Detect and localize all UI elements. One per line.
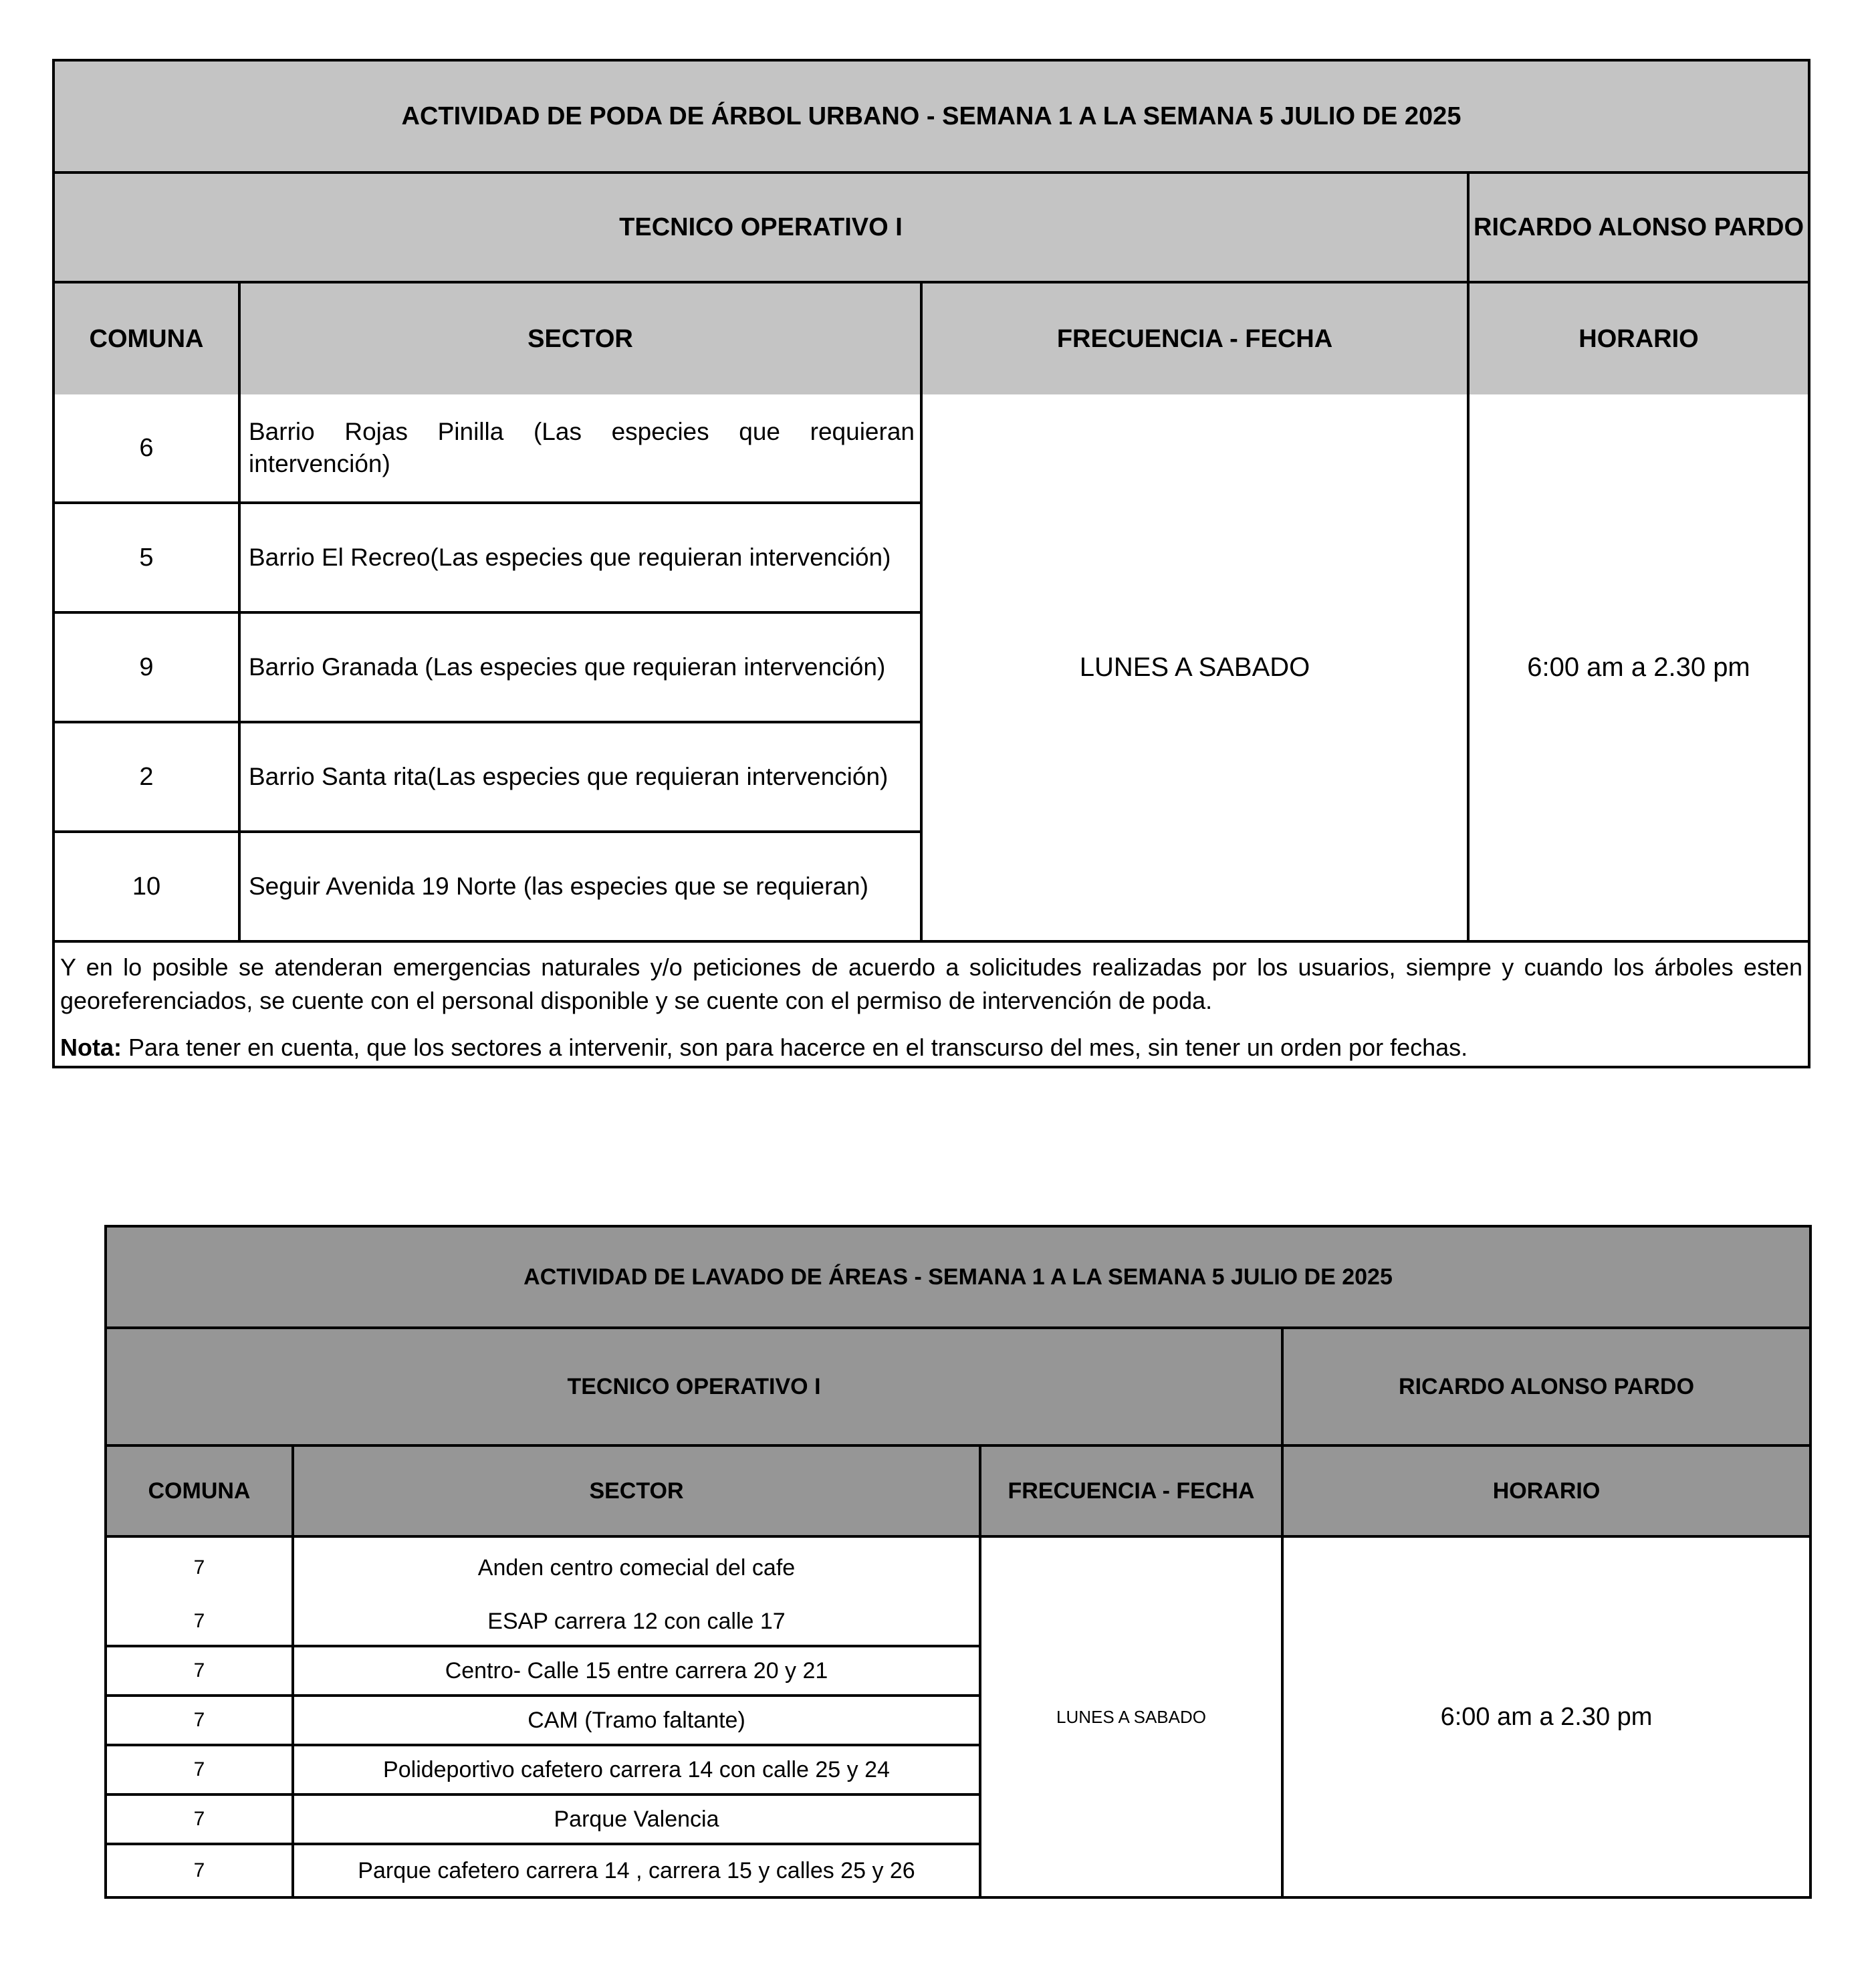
poda-header-frecuencia: FRECUENCIA - FECHA: [921, 282, 1468, 394]
comuna-cell: 7: [193, 1859, 205, 1881]
sector-cell: Centro- Calle 15 entre carrera 20 y 21: [293, 1646, 980, 1696]
poda-frecuencia: LUNES A SABADO: [921, 394, 1468, 941]
comuna-cell: 7: [106, 1598, 293, 1646]
lavado-header-frecuencia: FRECUENCIA - FECHA: [980, 1445, 1282, 1536]
poda-note: Y en lo posible se atenderan emergencias naturales y/o peticiones de acuerdo a solicitudes realizadas por los usuarios, siempre y cuando los árboles esten georeferenciados, se cuente con el personal disponible y se cuente con el permiso de intervención de poda.: [53, 941, 1809, 1024]
table-row: [53, 394, 1809, 503]
nota-text: Para tener en cuenta, que los sectores a intervenir, son para hacerce en el transcurso del mes, sin tener un orden por fechas.: [122, 1034, 1468, 1061]
lavado-responsable: RICARDO ALONSO PARDO: [1282, 1328, 1810, 1445]
sector-cell: Barrio El Recreo(Las especies que requieran intervención): [239, 503, 921, 612]
poda-nota: [53, 1024, 1809, 1067]
sector-cell: Barrio Granada (Las especies que requieran intervención): [239, 612, 921, 722]
comuna-cell: 6: [53, 394, 239, 503]
poda-responsable: RICARDO ALONSO PARDO: [1468, 172, 1809, 282]
comuna-cell: 7: [193, 1556, 205, 1579]
lavado-header-horario: HORARIO: [1282, 1445, 1810, 1536]
sector-cell: Parque Valencia: [293, 1794, 980, 1844]
comuna-cell: 5: [53, 503, 239, 612]
poda-tecnico: TECNICO OPERATIVO I: [53, 172, 1468, 282]
comuna-cell: 9: [53, 612, 239, 722]
lavado-title: ACTIVIDAD DE LAVADO DE ÁREAS - SEMANA 1 A LA SEMANA 5 JULIO DE 2025: [106, 1226, 1810, 1328]
poda-header-sector: SECTOR: [239, 282, 921, 394]
sector-cell: Anden centro comecial del cafe: [293, 1536, 980, 1598]
sector-cell: Barrio Santa rita(Las especies que requieran intervención): [239, 722, 921, 832]
sector-cell: Barrio Rojas Pinilla (Las especies que requieran intervención): [239, 394, 921, 503]
sector-cell: CAM (Tramo faltante): [293, 1696, 980, 1745]
lavado-horario: 6:00 am a 2.30 pm: [1282, 1536, 1810, 1897]
poda-title: ACTIVIDAD DE PODA DE ÁRBOL URBANO - SEMANA 1 A LA SEMANA 5 JULIO DE 2025: [53, 60, 1809, 172]
lavado-table: [104, 1225, 1812, 1899]
nota-label: Nota:: [60, 1034, 122, 1061]
comuna-cell: 2: [53, 722, 239, 832]
poda-header-comuna: COMUNA: [53, 282, 239, 394]
poda-horario: 6:00 am a 2.30 pm: [1468, 394, 1809, 941]
sector-cell: ESAP carrera 12 con calle 17: [293, 1598, 980, 1646]
lavado-header-sector: SECTOR: [293, 1445, 980, 1536]
lavado-header-comuna: COMUNA: [106, 1445, 293, 1536]
poda-header-horario: HORARIO: [1468, 282, 1809, 394]
table-row: [106, 1536, 1810, 1598]
poda-table: [52, 59, 1810, 1068]
comuna-cell: 10: [132, 872, 161, 901]
lavado-tecnico: TECNICO OPERATIVO I: [106, 1328, 1282, 1445]
comuna-cell: 7: [106, 1696, 293, 1745]
sector-cell: Seguir Avenida 19 Norte (las especies que se requieran): [239, 832, 921, 941]
lavado-frecuencia: LUNES A SABADO: [980, 1536, 1282, 1897]
sector-cell: Polideportivo cafetero carrera 14 con calle 25 y 24: [293, 1745, 980, 1794]
sector-cell: Parque cafetero carrera 14 , carrera 15 y calles 25 y 26: [293, 1844, 980, 1897]
comuna-cell: 7: [106, 1745, 293, 1794]
comuna-cell: 7: [106, 1794, 293, 1844]
comuna-cell: 7: [106, 1646, 293, 1696]
